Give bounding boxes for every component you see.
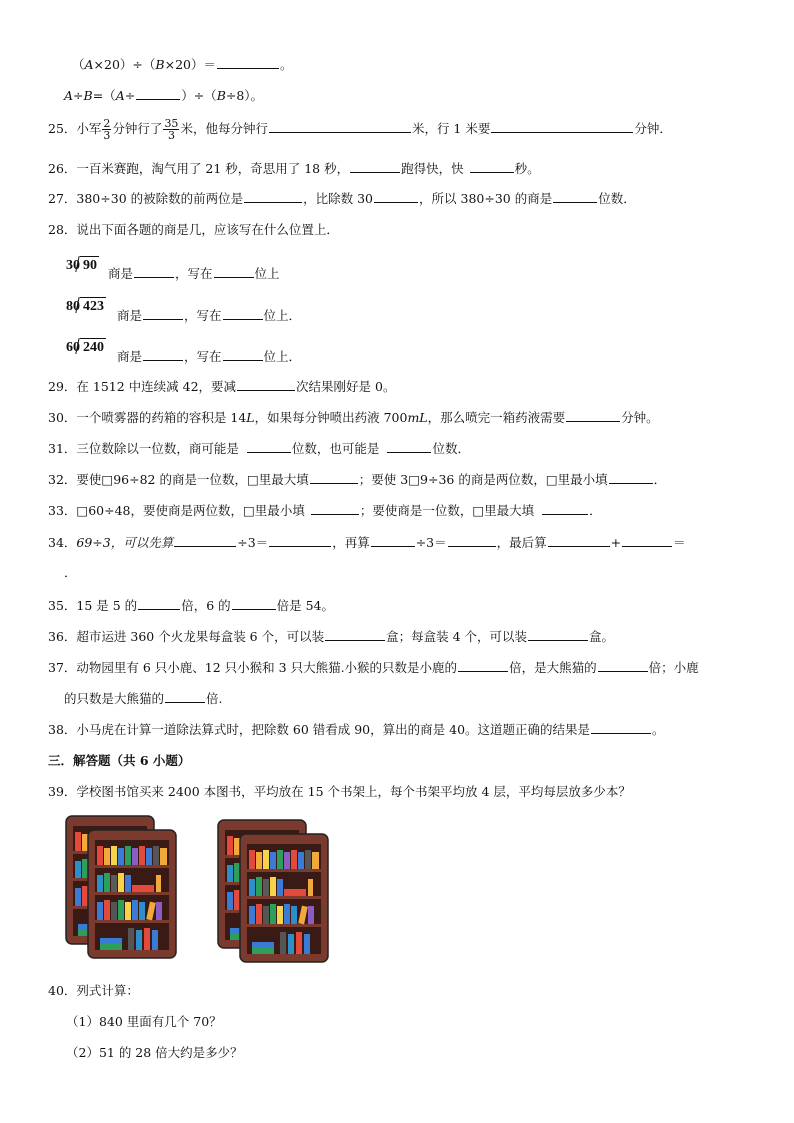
question-38: 38．小马虎在计算一道除法算式时，把除数 60 错看成 90，算出的商是 40。这道题正确的结果是 。 (48, 722, 665, 737)
answer-blank[interactable] (609, 471, 653, 484)
question-28-item-3-text: 商是 ，写在 位上． (117, 349, 302, 364)
question-28: 28．说出下面各题的商是几，应该写在什么位置上． (48, 222, 339, 237)
answer-blank[interactable] (244, 190, 302, 203)
question-25: 25．小军 $\frac{2}{3}$ 分钟行了 $\frac{35}{3}$ 米，他每分钟行 米，行 1 米要 分钟． (48, 117, 672, 142)
question-28-item-1-text: 商是 ，写在 位上 (108, 266, 280, 281)
answer-blank[interactable] (136, 87, 180, 100)
expr-line-1: （A×20）÷（B×20）＝ 。 (72, 57, 293, 72)
question-34: 34．69÷3，可以先算 ÷3＝ ，再算 ÷3＝ ，最后算 + ＝ (48, 535, 686, 550)
answer-blank[interactable] (387, 440, 431, 453)
question-27: 27．380÷30 的被除数的前两位是 ，比除数 30 ，所以 380÷30 的商是 位数． (48, 191, 636, 206)
question-37-cont: 的只数是大熊猫的 倍. (64, 691, 223, 706)
question-32: 32．要使□96÷82 的商是一位数，□里最大填 ；要使 3□9÷36 的商是两位数，□里最小填 ． (48, 472, 667, 487)
long-division: 60 240 (66, 340, 104, 355)
answer-blank[interactable] (223, 307, 263, 320)
answer-blank[interactable] (542, 502, 588, 515)
question-40: 40．列式计算： (48, 983, 139, 998)
answer-blank[interactable] (165, 690, 205, 703)
answer-blank[interactable] (548, 534, 610, 547)
answer-blank[interactable] (491, 120, 633, 133)
answer-blank[interactable] (143, 307, 183, 320)
answer-blank[interactable] (470, 160, 514, 173)
question-28-item-1 (66, 256, 99, 275)
answer-blank[interactable] (310, 471, 358, 484)
long-division: 80 423 (66, 299, 104, 314)
fraction: $\frac{2}{3}$ (103, 117, 111, 142)
answer-blank[interactable] (217, 56, 279, 69)
answer-blank[interactable] (232, 597, 276, 610)
answer-blank[interactable] (598, 659, 648, 672)
question-36: 36．超市运进 360 个火龙果每盒装 6 个，可以装 盒；每盒装 4 个，可以装 盒。 (48, 629, 615, 644)
question-29: 29．在 1512 中连续减 42，要减 次结果刚好是 0。 (48, 379, 396, 394)
answer-blank[interactable] (528, 628, 588, 641)
fraction: $\frac{35}{3}$ (164, 117, 179, 142)
answer-blank[interactable] (371, 534, 415, 547)
long-division: 30 90 (66, 258, 97, 273)
answer-blank[interactable] (622, 534, 672, 547)
answer-blank[interactable] (237, 378, 295, 391)
answer-blank[interactable] (350, 160, 400, 173)
bookshelf-illustration (60, 814, 360, 964)
answer-blank[interactable] (566, 409, 620, 422)
answer-blank[interactable] (458, 659, 508, 672)
question-35: 35．15 是 5 的 倍，6 的 倍是 54。 (48, 598, 335, 613)
question-28-item-3 (66, 338, 106, 357)
question-34-cont: ． (64, 565, 77, 580)
question-30: 30．一个喷雾器的药箱的容积是 14L，如果每分钟喷出药液 700mL，那么喷完一箱药液需要 分钟。 (48, 410, 659, 425)
question-40-part-2: （2）51 的 28 倍大约是多少？ (66, 1045, 243, 1060)
answer-blank[interactable] (448, 534, 496, 547)
bookshelf-icon (60, 814, 360, 964)
answer-blank[interactable] (247, 440, 291, 453)
answer-blank[interactable] (143, 348, 183, 361)
question-39: 39．学校图书馆买来 2400 本图书，平均放在 15 个书架上，每个书架平均放 4 层，平均每层放多少本？ (48, 784, 631, 799)
section-heading: 三．解答题（共 6 小题） (48, 753, 191, 768)
answer-blank[interactable] (374, 190, 418, 203)
question-28-item-2-text: 商是 ，写在 位上． (117, 308, 302, 323)
answer-blank[interactable] (214, 265, 254, 278)
answer-blank[interactable] (311, 502, 359, 515)
answer-blank[interactable] (174, 534, 236, 547)
answer-blank[interactable] (553, 190, 597, 203)
question-31: 31．三位数除以一位数，商可能是 位数，也可能是 位数． (48, 441, 470, 456)
answer-blank[interactable] (223, 348, 263, 361)
question-37: 37．动物园里有 6 只小鹿、12 只小猴和 3 只大熊猫.小猴的只数是小鹿的 倍，是大熊猫的 倍；小鹿 (48, 660, 699, 675)
question-26: 26．一百米赛跑，淘气用了 21 秒，奇思用了 18 秒， 跑得快，快 秒。 (48, 161, 540, 176)
answer-blank[interactable] (138, 597, 180, 610)
answer-blank[interactable] (269, 534, 331, 547)
question-40-part-1: （1）840 里面有几个 70？ (66, 1014, 222, 1029)
answer-blank[interactable] (591, 721, 651, 734)
question-33: 33．□60÷48，要使商是两位数，□里最小填 ；要使商是一位数，□里最大填 ． (48, 503, 602, 518)
answer-blank[interactable] (325, 628, 385, 641)
answer-blank[interactable] (269, 120, 411, 133)
answer-blank[interactable] (134, 265, 174, 278)
question-28-item-2 (66, 297, 106, 316)
expr-line-2: A÷B=（A÷ ）÷（B÷8）。 (64, 88, 264, 103)
